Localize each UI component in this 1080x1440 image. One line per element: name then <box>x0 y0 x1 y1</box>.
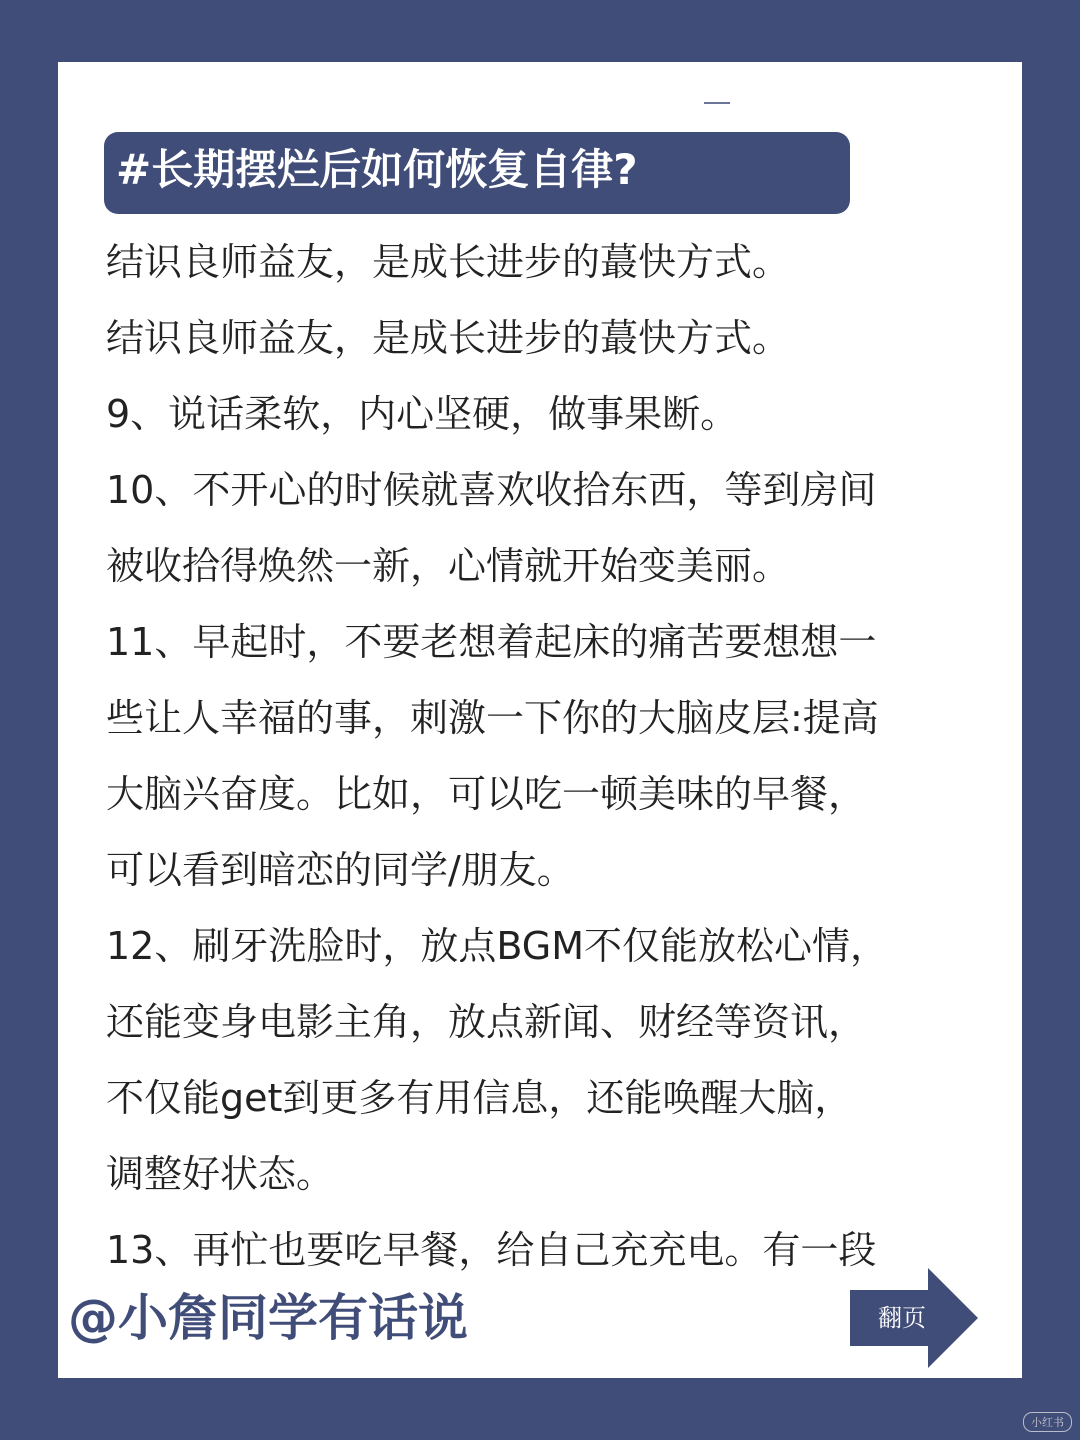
text-line: 还能变身电影主角，放点新闻、财经等资讯， <box>106 1000 867 1044</box>
title-dash-decoration <box>704 102 730 104</box>
text-line: 被收拾得焕然一新，心情就开始变美丽。 <box>106 544 791 588</box>
text-line: 不仅能get到更多有用信息，还能唤醒大脑， <box>106 1076 853 1120</box>
text-line: 些让人幸福的事，刺激一下你的大脑皮层:提高 <box>106 696 879 740</box>
text-line: 可以看到暗恋的同学/朋友。 <box>106 848 575 892</box>
page-title: #长期摆烂后如何恢复自律? <box>104 132 850 214</box>
text-line: 11、早起时，不要老想着起床的痛苦要想想一 <box>106 620 877 664</box>
next-page-label: 翻页 <box>878 1304 926 1332</box>
text-line: 大脑兴奋度。比如，可以吃一顿美味的早餐， <box>106 772 867 816</box>
text-line: 10、不开心的时候就喜欢收拾东西，等到房间 <box>106 468 877 512</box>
text-line: 9、说话柔软，内心坚硬，做事果断。 <box>106 392 739 436</box>
text-line: 13、再忙也要吃早餐，给自己充充电。有一段 <box>106 1228 877 1272</box>
text-line: 调整好状态。 <box>106 1152 335 1196</box>
next-page-button[interactable] <box>850 1268 980 1368</box>
content-card <box>58 62 1022 1378</box>
text-line: 结识良师益友，是成长进步的蕞快方式。 <box>106 240 791 284</box>
watermark-logo: 小红书 <box>1023 1412 1072 1432</box>
author-handle: @小詹同学有话说 <box>68 1289 468 1347</box>
body-text <box>106 224 976 1288</box>
text-line: 12、刷牙洗脸时，放点BGM不仅能放松心情， <box>106 924 888 968</box>
text-line: 结识良师益友，是成长进步的蕞快方式。 <box>106 316 791 360</box>
